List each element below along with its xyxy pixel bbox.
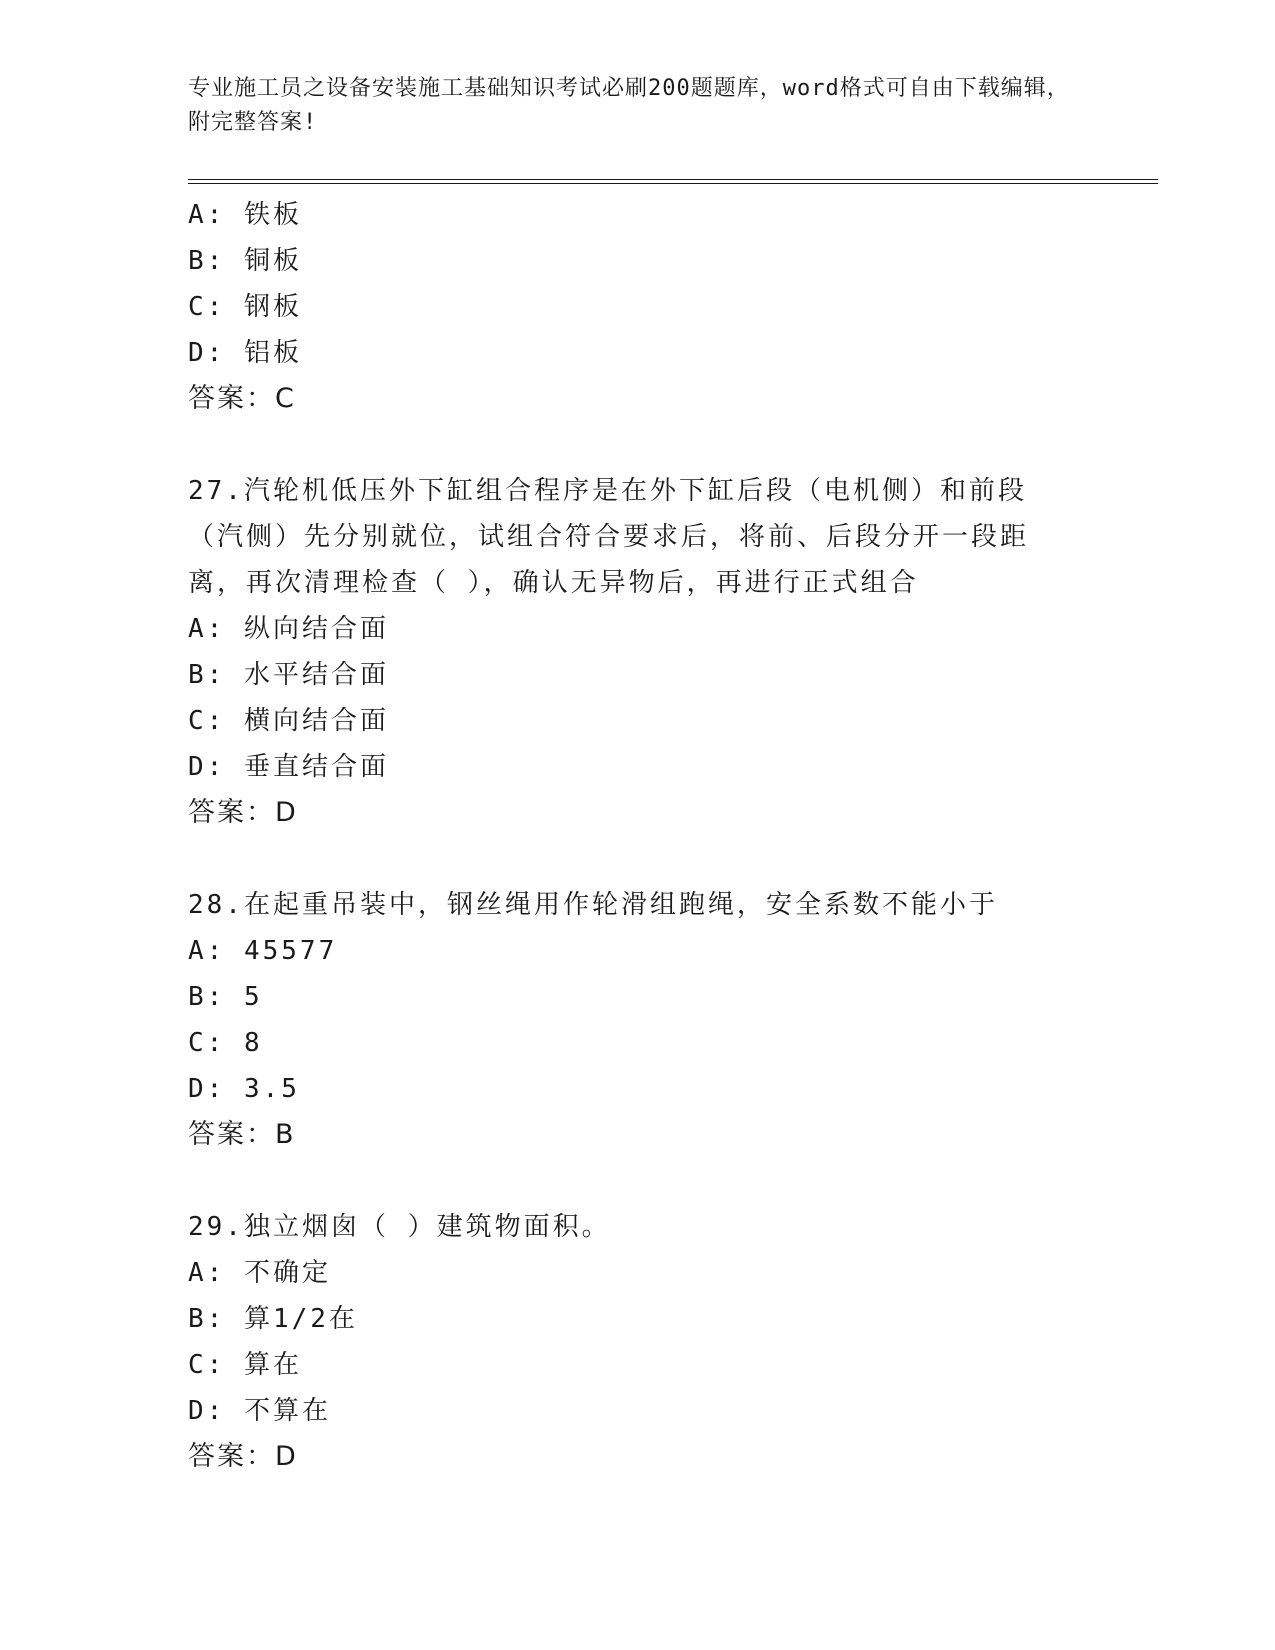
option-b: B: 水平结合面 <box>188 660 389 690</box>
answer-line: 答案：D <box>188 797 298 828</box>
option-a: A: 45577 <box>188 936 338 966</box>
question-28 <box>188 882 1128 1158</box>
question-list <box>188 192 1128 1480</box>
question-29 <box>188 1204 1128 1480</box>
question-stem: 28.在起重吊装中，钢丝绳用作轮滑组跑绳，安全系数不能小于 <box>188 890 998 920</box>
option-c: C: 8 <box>188 1028 263 1058</box>
answer-line: 答案：D <box>188 1441 298 1472</box>
option-a: A: 纵向结合面 <box>188 614 389 644</box>
question-26-options <box>188 192 1128 422</box>
option-a: A: 不确定 <box>188 1258 331 1288</box>
option-c: C: 横向结合面 <box>188 706 389 736</box>
option-d: D: 垂直结合面 <box>188 752 389 782</box>
question-stem: 29.独立烟囱（ ）建筑物面积。 <box>188 1212 611 1242</box>
answer-line: 答案：C <box>188 383 296 414</box>
option-d: D: 不算在 <box>188 1396 331 1426</box>
option-b: B: 铜板 <box>188 246 302 276</box>
question-stem: 27.汽轮机低压外下缸组合程序是在外下缸后段（电机侧）和前段（汽侧）先分别就位，试组合符合要求后，将前、后段分开一段距离，再次清理检查（ ），确认无异物后，再进行正式组合 <box>188 476 1030 598</box>
option-a: A: 铁板 <box>188 200 302 230</box>
option-d: D: 铝板 <box>188 338 302 368</box>
question-27 <box>188 468 1128 836</box>
document-header-title: 专业施工员之设备安装施工基础知识考试必刷200题题库，word格式可自由下载编辑，附完整答案! <box>188 76 1070 135</box>
option-c: C: 钢板 <box>188 292 302 322</box>
option-d: D: 3.5 <box>188 1074 300 1104</box>
option-b: B: 算1/2在 <box>188 1304 358 1334</box>
option-b: B: 5 <box>188 982 263 1012</box>
header-divider-top <box>188 179 1158 180</box>
header-divider-bottom <box>188 183 1158 184</box>
option-c: C: 算在 <box>188 1350 302 1380</box>
answer-line: 答案：B <box>188 1119 296 1150</box>
